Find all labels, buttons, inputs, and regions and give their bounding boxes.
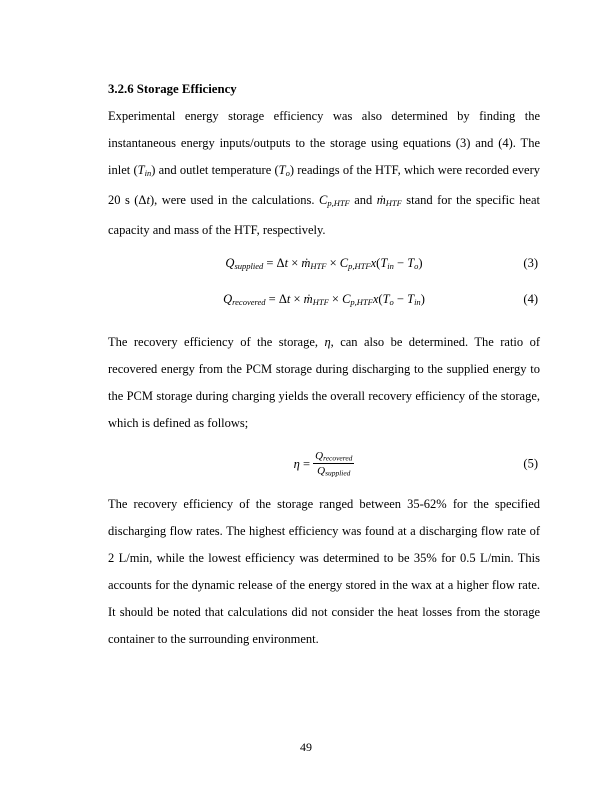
equation-5-lhs: η = (293, 457, 314, 472)
section-heading: 3.2.6 Storage Efficiency (108, 82, 237, 96)
equation-5-numerator: Qrecovered (315, 449, 353, 463)
equation-3-number: (3) (523, 255, 538, 270)
paragraph-2: The recovery efficiency of the storage, η, can also be determined. The ratio of recovered energy from the PCM storage during discharging to the supplied energy to the PCM storage during charging yields the overall recovery efficiency of the storage, which is defined as follows; (108, 335, 540, 431)
equation-5-denominator: Qsupplied (317, 465, 351, 478)
equation-5 (108, 445, 540, 483)
equation-4-number: (4) (523, 291, 538, 306)
text-column (108, 76, 540, 653)
page-number: 49 (300, 740, 312, 754)
equation-5-number: (5) (523, 456, 538, 471)
equation-5-fraction (313, 449, 354, 479)
equation-4-expression: Qrecovered = Δt × ṁHTF × Cp,HTFx(To − Tin) (223, 291, 425, 307)
equation-5-expression (294, 445, 355, 483)
paragraph-3: The recovery efficiency of the storage ranged between 35-62% for the specified discharging flow rates. The highest efficiency was found at a discharging flow rate of 2 L/min, while the lowest efficiency was determined to be 35% for 0.5 L/min. This accounts for the dynamic release of the energy stored in the wax at a higher flow rate. It should be noted that calculations did not consider the heat losses from the storage container to the surrounding environment. (108, 497, 540, 647)
equation-3-expression: Qsupplied = Δt × ṁHTF × Cp,HTFx(Tin − To) (225, 255, 423, 271)
equation-4 (108, 286, 540, 316)
paragraph-1: Experimental energy storage efficiency was also determined by finding the instantaneous energy inputs/outputs to the storage using equations (3) and (4). The inlet (Tin) and outlet temperature (To) readings of the HTF, which were recorded every 20 s (Δt), were used in the calculations. Cp,HTF and ṁHTF stand for the specific heat capacity and mass of the HTF, respectively. (108, 109, 540, 237)
equation-3 (108, 250, 540, 280)
